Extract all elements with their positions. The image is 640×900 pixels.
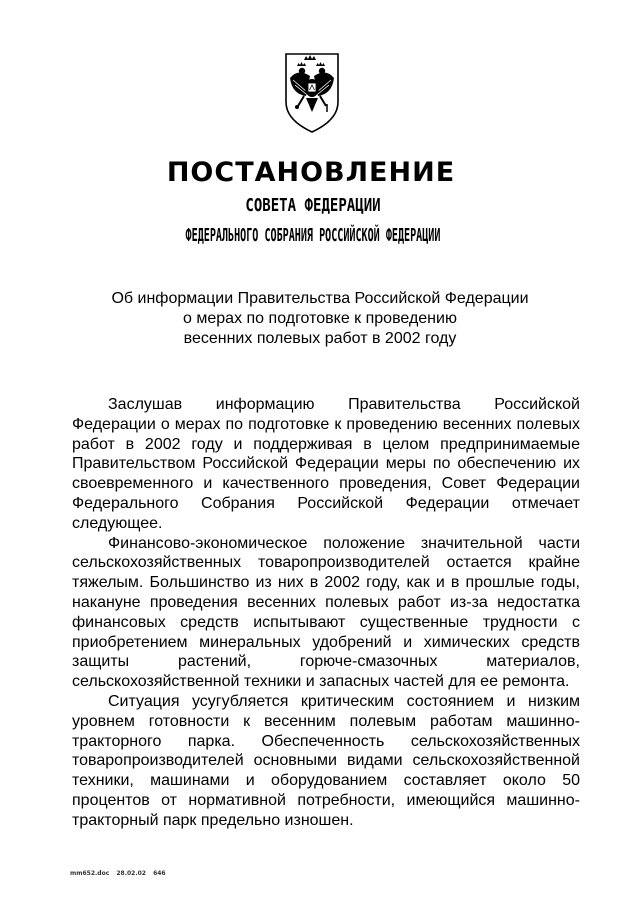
document-subject	[60, 289, 580, 349]
subject-line-1: Об информации Правительства Российской Федерации	[111, 290, 529, 307]
document-title: ПОСТАНОВЛЕНИЕ	[166, 157, 456, 188]
body-paragraph-2: Финансово-экономическое положение значительной части сельскохозяйственных товаропроизводителей остается крайне тяжелым. Большинство из них в 2002 году, как и в прошлые годы, накануне проведения весенних полевых работ из-за недостатка финансовых средств испытывают существенные трудности с приобретением минеральных удобрений и химических средств защиты растений, горюче-смазочных материалов, сельскохозяйственной техники и запасных частей для ее ремонта.	[72, 534, 580, 691]
footer-code: 646	[153, 870, 166, 877]
body-paragraph-3: Ситуация усугубляется критическим состоянием и низким уровнем готовности к весенним полевым работам машинно-тракторного парка. Обеспеченность сельскохозяйственных товаропроизводителей основными видами сельскохозяйственной техники, машинами и оборудованием составляет около 50 процентов от нормативной потребности, имеющийся машинно-тракторный парк предельно изношен.	[72, 692, 580, 829]
document-body	[72, 395, 580, 831]
footer-date: 28.02.02	[116, 870, 146, 877]
subject-line-2: о мерах по подготовке к проведению	[183, 310, 457, 327]
issuer-line-2: ФЕДЕРАЛЬНОГО СОБРАНИЯ РОССИЙСКОЙ ФЕДЕРАЦИИ	[185, 225, 441, 246]
issuer-line-1: СОВЕТА ФЕДЕРАЦИИ	[245, 195, 381, 216]
footer-filename: mm652.doc	[70, 870, 110, 877]
coat-of-arms-icon	[280, 50, 344, 134]
file-footer	[70, 870, 171, 877]
body-paragraph-1: Заслушав информацию Правительства Российской Федерации о мерах по подготовке к проведению весенних полевых работ в 2002 году и поддерживая в целом предпринимаемые Правительством Российской Федерации меры по обеспечению их своевременного и качественного проведения, Совет Федерации Федерального Собрания Российской Федерации отмечает следующее.	[72, 396, 580, 532]
subject-line-3: весенних полевых работ в 2002 году	[183, 330, 457, 347]
